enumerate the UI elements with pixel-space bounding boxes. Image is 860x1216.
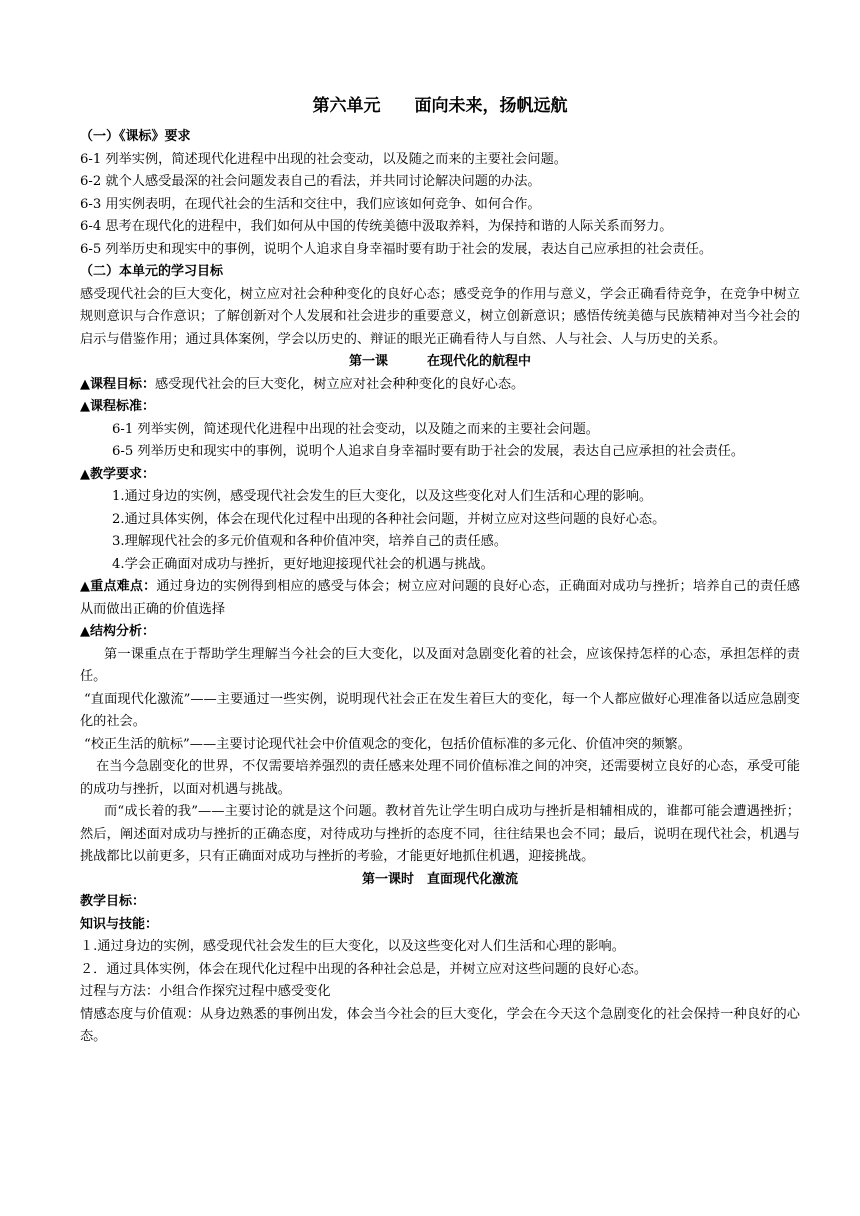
structure-paragraph: 而“成长着的我”——主要讨论的就是这个问题。教材首先让学生明白成功与挫折是相辅相成的，谁都可能会遭遇挫折；然后，阐述面对成功与挫折的正确态度，对待成功与挫折的态度不同，往往结果也会不同；最后，说明在现代社会，机遇与挑战都比以前更多，只有正确面对成功与挫折的考验，才能更好地抓住机遇，迎接挑战。 (80, 804, 800, 864)
structure-paragraph: 第一课重点在于帮助学生理解当今社会的巨大变化，以及面对急剧变化着的社会，应该保持怎样的心态，承担怎样的责任。 (80, 646, 800, 684)
section1-heading: （一）《课标》要求 (80, 129, 191, 144)
course-goal (80, 374, 800, 397)
standard-item: 6-2 就个人感受最深的社会问题发表自己的看法，并共同讨论解决问题的办法。 (80, 174, 541, 189)
standard-item: 6-1 列举实例，简述现代化进程中出现的社会变动，以及随之而来的主要社会问题。 (80, 151, 567, 167)
standard-item: 6-5 列举历史和现实中的事例，说明个人追求自身幸福时要有助于社会的发展，表达自己应承担的社会责任。 (80, 241, 713, 257)
course-goal-text: 感受现代社会的巨大变化，树立应对社会种种变化的良好心态。 (155, 376, 525, 392)
course-standard-item: 6-1 列举实例，简述现代化进程中出现的社会变动，以及随之而来的主要社会问题。 (112, 421, 599, 437)
teaching-req-item: 3.理解现代社会的多元价值观和各种价值冲突，培养自己的责任感。 (112, 534, 508, 549)
key-points-label: ▲重点难点： (80, 579, 157, 594)
teaching-req-item: 2.通过具体实例，体会在现代化过程中出现的各种社会问题，并树立应对这些问题的良好心态。 (112, 511, 666, 527)
course-standard-item: 6-5 列举历史和现实中的事例，说明个人追求自身幸福时要有助于社会的发展，表达自己应承担的社会责任。 (112, 444, 745, 459)
unit-title: 第六单元 面向未来，扬帆远航 (312, 96, 568, 116)
structure-paragraph: “直面现代化激流”——主要通过一些实例，说明现代社会正在发生着巨大的变化，每一个人都应做好心理准备以适应急剧变化的社会。 (80, 691, 800, 729)
teaching-goal-heading: 教学目标： (80, 894, 146, 909)
structure-paragraph: “校正生活的航标”——主要讨论现代社会中价值观念的变化，包括价值标准的多元化、价值冲突的频繁。 (84, 736, 691, 752)
structure-label: ▲结构分析： (80, 624, 155, 639)
knowledge-item: ２．通过具体实例，体会在现代化过程中出现的各种社会总是，并树立应对这些问题的良好心态。 (80, 961, 648, 977)
document-page (80, 92, 800, 1049)
knowledge-heading: 知识与技能： (80, 916, 159, 932)
standard-item: 6-4 思考在现代化的进程中，我们如何从中国的传统美德中汲取养料，为保持和谐的人际关系而努力。 (80, 219, 673, 234)
knowledge-item: １.通过身边的实例，感受现代社会发生的巨大变化，以及这些变化对人们生活和心理的影响。 (80, 939, 625, 954)
emotion-values: 情感态度与价值观：从身边熟悉的事例出发，体会当今社会的巨大变化，学会在今天这个急剧变化的社会保持一种良好的心态。 (80, 1006, 800, 1044)
lesson-heading: 第一课 在现代化的航程中 (348, 354, 531, 369)
course-goal-label: ▲课程目标： (80, 376, 155, 392)
period-heading: 第一课时 直面现代化激流 (361, 871, 518, 887)
process-method: 过程与方法：小组合作探究过程中感受变化 (80, 984, 331, 999)
teaching-req-item: 1.通过身边的实例，感受现代社会发生的巨大变化，以及这些变化对人们生活和心理的影响。 (112, 489, 653, 504)
learning-goals-paragraph: 感受现代社会的巨大变化，树立应对社会种种变化的良好心态；感受竞争的作用与意义，学会正确看待竞争，在竞争中树立规则意识与合作意识；了解创新对个人发展和社会进步的重要意义，树立创新意识；感悟传统美德与民族精神对当今社会的启示与借鉴作用；通过具体案例，学会以历史的、辩证的眼光正确看待人与自然、人与社会、人与历史的关系。 (80, 286, 800, 347)
key-points (80, 576, 800, 621)
standard-item: 6-3 用实例表明，在现代社会的生活和交往中，我们应该如何竞争、如何合作。 (80, 196, 541, 212)
section2-heading: （二）本单元的学习目标 (80, 264, 224, 279)
teaching-req-label: ▲教学要求： (80, 466, 155, 482)
course-standard-label: ▲课程标准： (80, 399, 155, 414)
key-points-text: 通过身边的实例得到相应的感受与体会；树立应对问题的良好心态，正确面对成功与挫折；培养自己的责任感从而做出正确的价值选择 (80, 579, 800, 617)
structure-paragraph: 在当今急剧变化的世界，不仅需要培养强烈的责任感来处理不同价值标准之间的冲突，还需要树立良好的心态，承受可能的成功与挫折，以面对机遇与挑战。 (80, 759, 800, 797)
teaching-req-item: 4.学会正确面对成功与挫折，更好地迎接现代社会的机遇与挑战。 (112, 556, 494, 572)
